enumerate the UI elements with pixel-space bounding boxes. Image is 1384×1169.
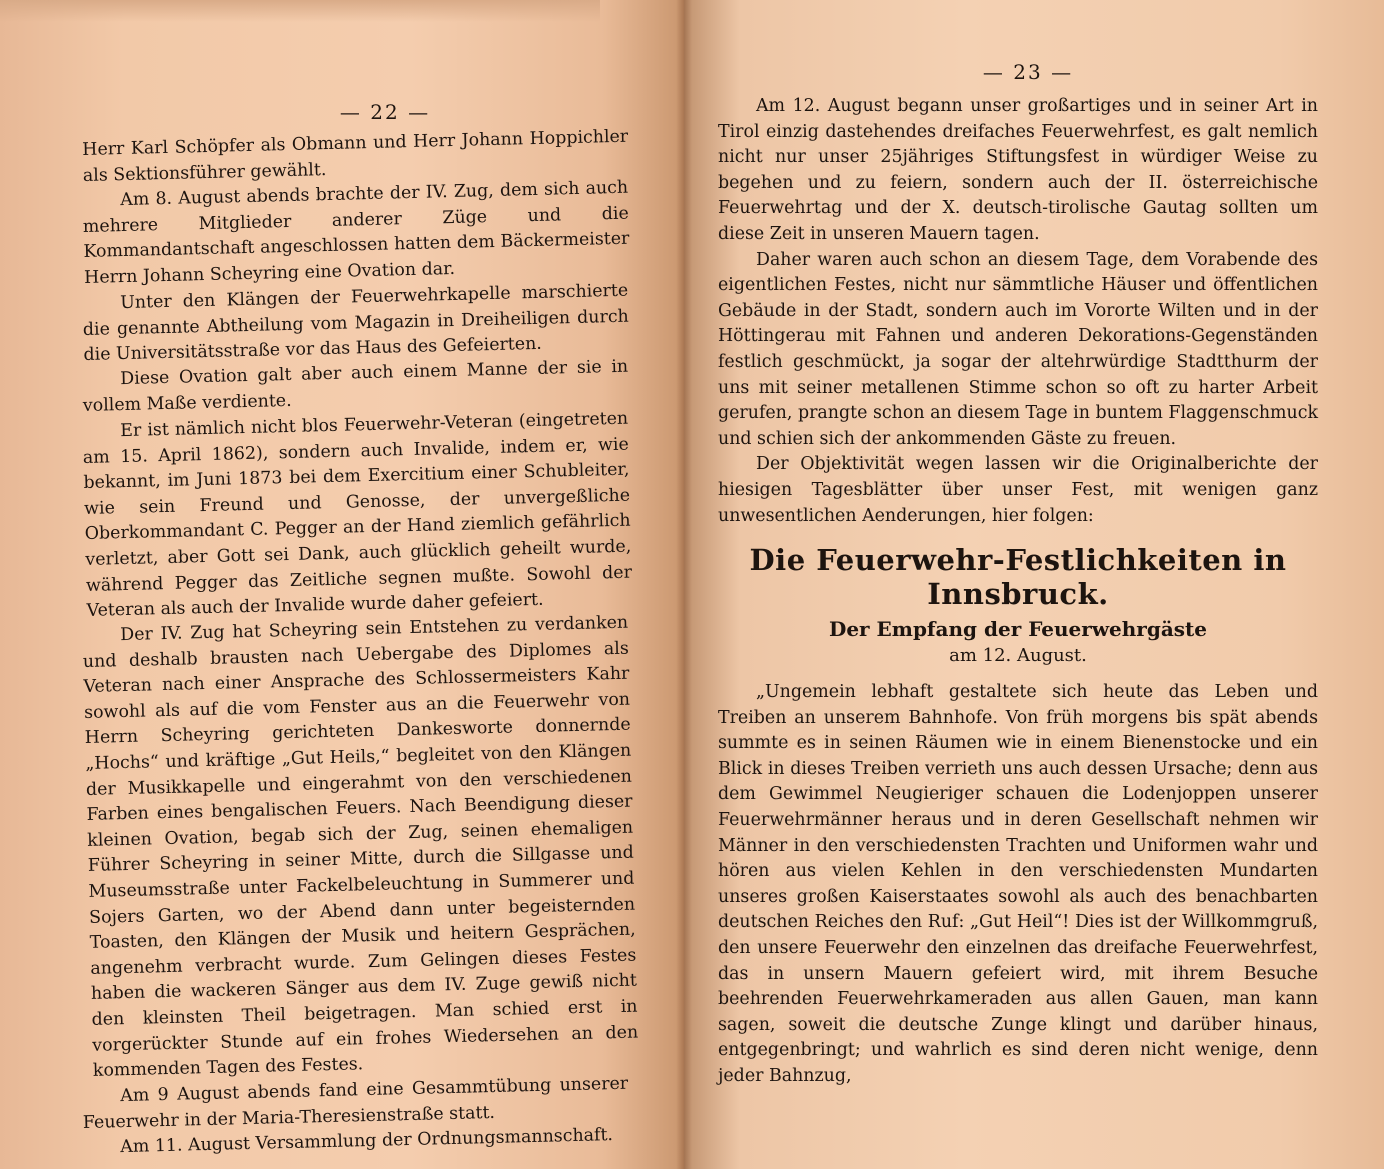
article-subheadline-date: am 12. August.: [949, 645, 1087, 667]
left-paragraph-2: Am 8. August abends brachte der IV. Zug, dem sich auch mehrere Mitglieder anderer Züge und die Kommandantschaft angeschlossen hatten dem Bäckermeister Herrn Johann Scheyring eine Ovation dar.: [82, 177, 630, 288]
page-edge-shadow: [0, 0, 600, 22]
article-headline: Die Feuerwehr-Festlichkeiten in Innsbruck.: [749, 543, 1287, 612]
left-paragraph-6: Der IV. Zug hat Scheyring sein Entstehen zu verdanken und deshalb brausten nach Uebergabe des Diplomes als Veteran nach einer Ansprache des Schlossermeisters Kahr sowohl als auf die vom Fenster aus an die Feuerwehr von Herrn Scheyring gerichteten Dankesworte donnernde „Hochs“ und kräftige „Gut Heils,“ begleitet von den Klängen der Musikkapelle und eingerahmt von den verschiedenen Farben eines bengalischen Feuers. Nach Beendigung dieser kleinen Ovation, begab sich der Zug, seinen ehemaligen Führer Scheyring in seiner Mitte, durch die Sillgasse und Museumsstraße unter Fackelbeleuchtung in Summerer und Sojers Garten, wo der Abend dann unter begeisternden Toasten, den Klängen der Musik und heitern Gesprächen, angenehm verbracht wurde. Zum Gelingen dieses Festes haben die wackeren Sänger aus dem IV. Zuge gewiß nicht den kleinsten Theil beigetragen. Man schied erst in vorgerückter Stunde auf ein frohes Wiedersehen an den kommenden Tagen des Festes.: [82, 612, 639, 1082]
right-paragraph-3: Der Objektivität wegen lassen wir die Originalberichte der hiesigen Tagesblätter über unser Fest, mit wenigen ganz unwesentlichen Aenderungen, hier folgen:: [718, 454, 1318, 526]
book-gutter: [676, 0, 692, 1169]
article-paragraph: „Ungemein lebhaft gestaltete sich heute das Leben und Treiben an unserem Bahnhofe. Von früh morgens bis spät abends summte es in seinen Räumen wie in einem Bienenstocke und ein Blick in dieses Treiben verrieth uns auch dessen Ursache; denn aus dem Gewimmel Neugieriger schauen die Lodenjoppen unserer Feuerwehrmänner heraus und in deren Gesellschaft nehmen wir Männer in den verschiedensten Trachten und Uniformen wahr und hören aus vielen Kehlen in den verschiedensten Mundarten unseres großen Kaiserstaates sowohl als auch des benachbarten deutschen Reiches den Ruf: „Gut Heil“! Dies ist der Willkommgruß, den unsere Feuerwehr den einzelnen das dreifache Feuerwehrfest, das in unsern Mauern gefeiert wird, mit ihrem Besuche beehrenden Feuerwehrkameraden aus allen Gauen, man kann sagen, soweit die deutsche Zunge klingt und darüber hinaus, entgegenbringt; und wahrlich es sind deren nicht wenige, denn jeder Bahnzug,: [718, 682, 1318, 1086]
left-paragraph-4: Diese Ovation galt aber auch einem Manne der sie in vollem Maße verdiente.: [82, 357, 629, 416]
left-paragraph-5: Er ist nämlich nicht blos Feuerwehr-Veteran (eingetreten am 15. April 1862), sondern auch Invalide, indem er, wie bekannt, im Juni 1873 bei dem Exercitium einer Schubleiter, wie sein Freund und Genosse, der unvergeßliche Oberkommandant C. Pegger an der Hand ziemlich gefährlich verletzt, aber Gott sei Dank, auch glücklich geheilt wurde, während Pegger das Zeitliche segnen mußte. Sowohl der Veteran als auch der Invalide wurde daher gefeiert.: [82, 408, 633, 621]
left-paragraph-3: Unter den Klängen der Feuerwehrkapelle marschierte die genannte Abtheilung vom Magazin in Dreiheiligen durch die Universitätsstraße vor das Haus des Gefeierten.: [82, 280, 629, 365]
left-paragraph-7: Am 9 August abends fand eine Gesammtübung unserer Feuerwehr in der Maria-Theresienstraße statt.: [82, 1073, 629, 1133]
left-page-number: — 22 —: [339, 100, 431, 124]
right-paragraph-2: Daher waren auch schon an diesem Tage, dem Vorabende des eigentlichen Festes, nicht nur sämmtliche Häuser und öffentlichen Gebäude in der Stadt, sondern auch im Vororte Wilten und in der Höttingerau mit Fahnen und anderen Dekorations-Gegenständen festlich geschmückt, ja sogar der altehrwürdige Stadtthurm der uns mit seiner metallenen Stimme schon so oft zu harter Arbeit gerufen, prangte schon an diesem Tage in buntem Flaggenschmuck und schien sich der ankommenden Gäste zu freuen.: [718, 249, 1318, 449]
left-paragraph-1: Herr Karl Schöpfer als Obmann und Herr Johann Hoppichler als Sektionsführer gewählt.: [82, 126, 629, 186]
left-page: [0, 0, 684, 1169]
article-subheadline: Der Empfang der Feuerwehrgäste: [828, 617, 1208, 642]
right-page-number: — 23 —: [982, 60, 1074, 84]
right-paragraph-1: Am 12. August begann unser großartiges und in seiner Art in Tirol einzig dastehendes dreifaches Feuerwehrfest, es galt nemlich nicht nur unser 25jähriges Stiftungsfest in würdiger Weise zu begehen und zu feiern, sondern auch der II. österreichische Feuerwehrtag und der X. deutsch-tirolische Gautag sollten um diese Zeit in unseren Mauern tagen.: [718, 96, 1318, 244]
left-paragraph-8: Am 11. August Versammlung der Ordnungsmannschaft.: [120, 1125, 614, 1158]
right-page: [684, 0, 1384, 1169]
